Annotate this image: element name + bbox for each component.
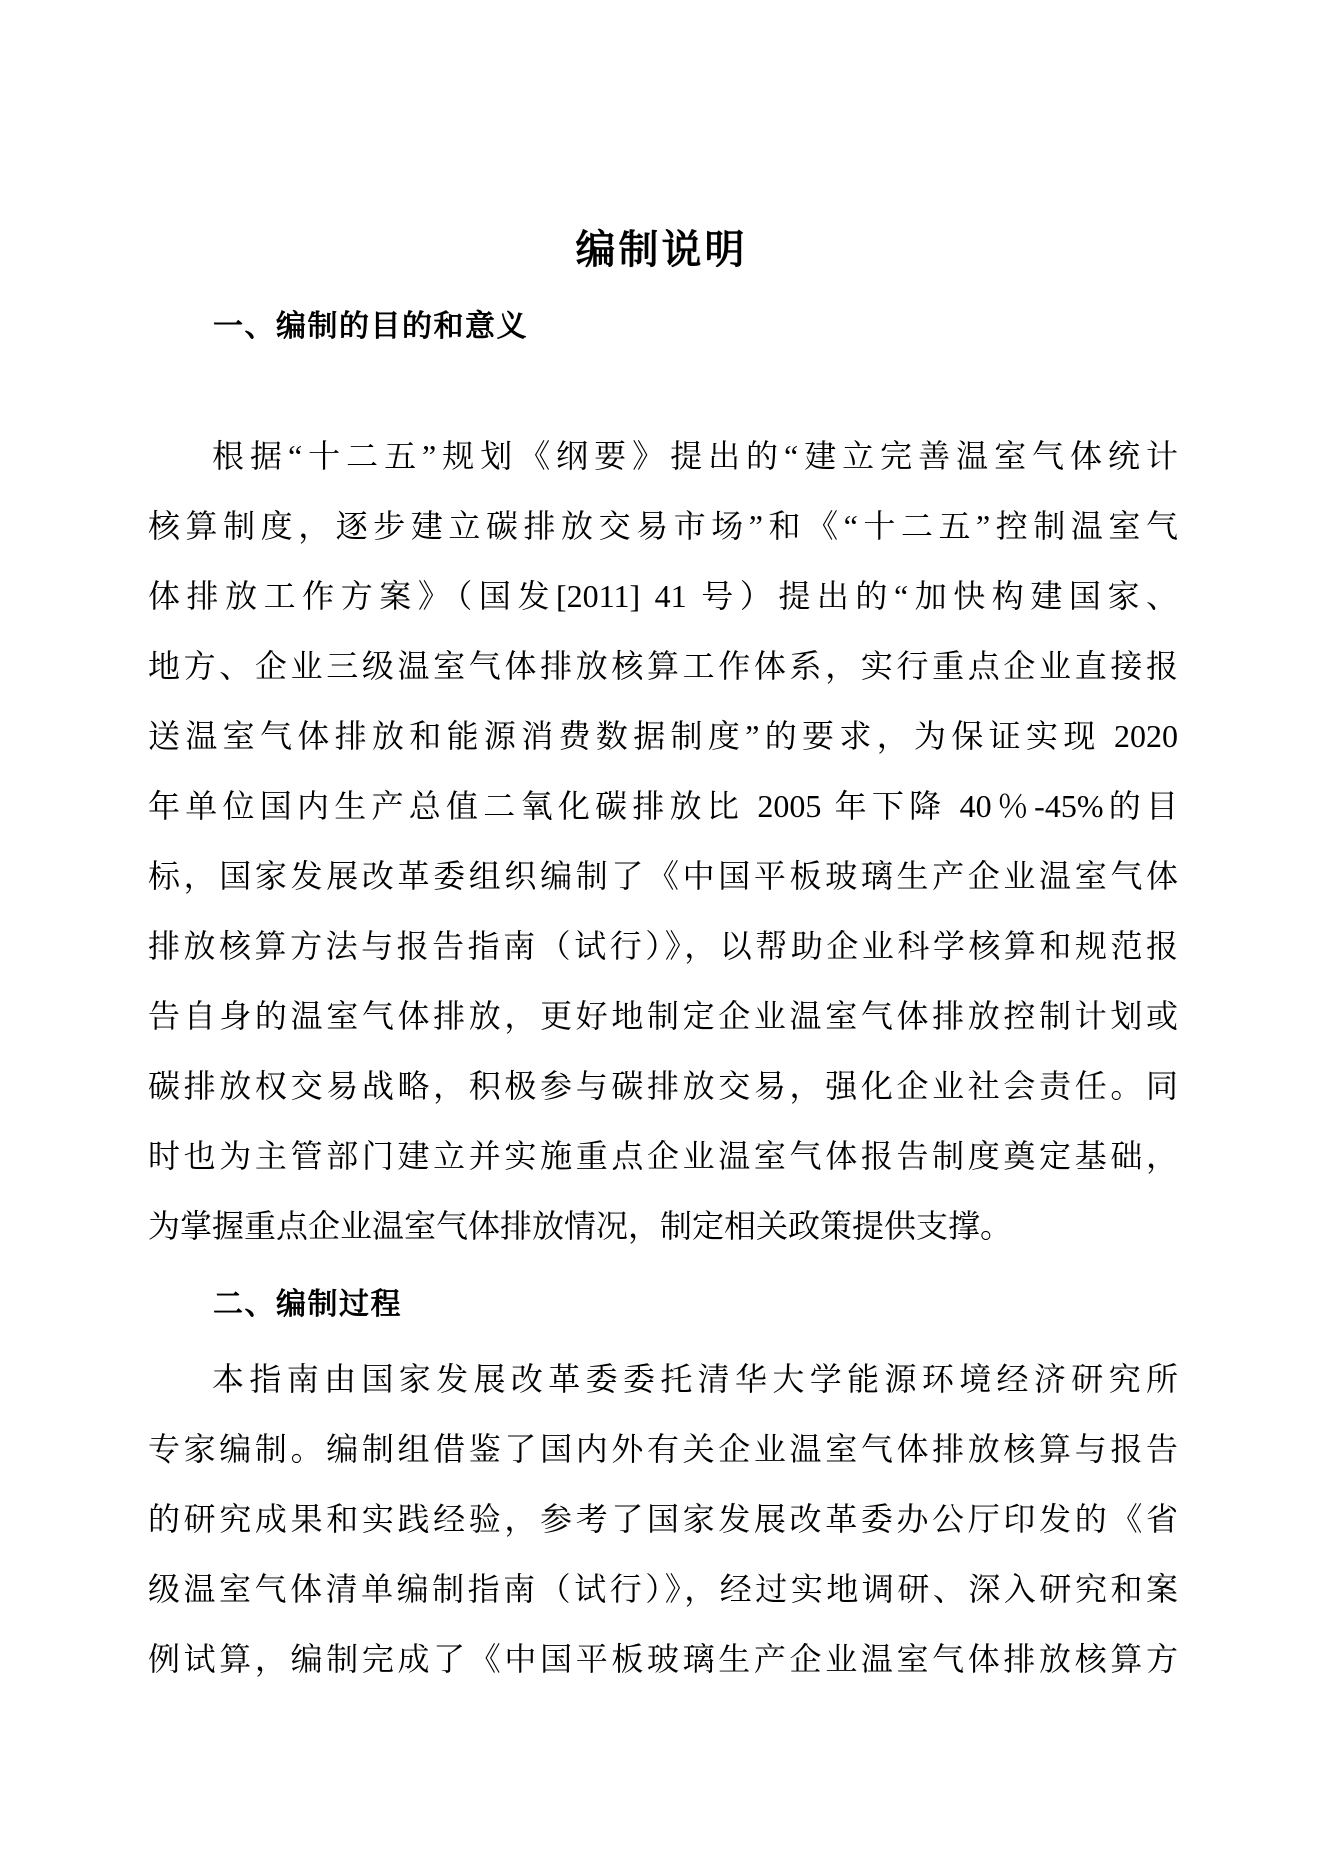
text-line: 碳排放权交易战略，积极参与碳排放交易，强化企业社会责任。同	[148, 1068, 1178, 1104]
text-line: 标，国家发展改革委组织编制了《中国平板玻璃生产企业温室气体	[148, 858, 1178, 894]
document-title: 编制说明	[575, 228, 748, 272]
text-line: 地方、企业三级温室气体排放核算工作体系，实行重点企业直接报	[148, 648, 1178, 684]
text-line: 体排放工作方案》（国发[2011] 41 号）提出的“加快构建国家、	[148, 578, 1178, 614]
text-line: 年单位国内生产总值二氧化碳排放比 2005 年下降 40％-45%的目	[148, 788, 1178, 824]
text-line: 级温室气体清单编制指南（试行）》，经过实地调研、深入研究和案	[148, 1571, 1178, 1607]
text-line: 专家编制。编制组借鉴了国内外有关企业温室气体排放核算与报告	[148, 1431, 1178, 1467]
text-line: 时也为主管部门建立并实施重点企业温室气体报告制度奠定基础，	[148, 1138, 1178, 1174]
text-line: 根据“十二五”规划《纲要》提出的“建立完善温室气体统计	[212, 438, 1178, 474]
text-line: 的研究成果和实践经验，参考了国家发展改革委办公厅印发的《省	[148, 1501, 1178, 1537]
text-line: 本指南由国家发展改革委委托清华大学能源环境经济研究所	[212, 1361, 1178, 1397]
text-line: 核算制度，逐步建立碳排放交易市场”和《“十二五”控制温室气	[148, 508, 1178, 544]
text-line: 例试算，编制完成了《中国平板玻璃生产企业温室气体排放核算方	[148, 1641, 1178, 1677]
section-2-paragraph	[148, 1344, 1178, 1694]
text-line: 为掌握重点企业温室气体排放情况，制定相关政策提供支撑。	[148, 1208, 1013, 1244]
section-2-heading: 二、编制过程	[213, 1288, 402, 1321]
text-line: 送温室气体排放和能源消费数据制度”的要求，为保证实现 2020	[148, 718, 1178, 754]
section-1-paragraph	[148, 421, 1178, 1261]
text-line: 告自身的温室气体排放，更好地制定企业温室气体排放控制计划或	[148, 998, 1178, 1034]
section-1-heading: 一、编制的目的和意义	[213, 310, 528, 343]
text-line: 排放核算方法与报告指南（试行）》，以帮助企业科学核算和规范报	[148, 928, 1178, 964]
